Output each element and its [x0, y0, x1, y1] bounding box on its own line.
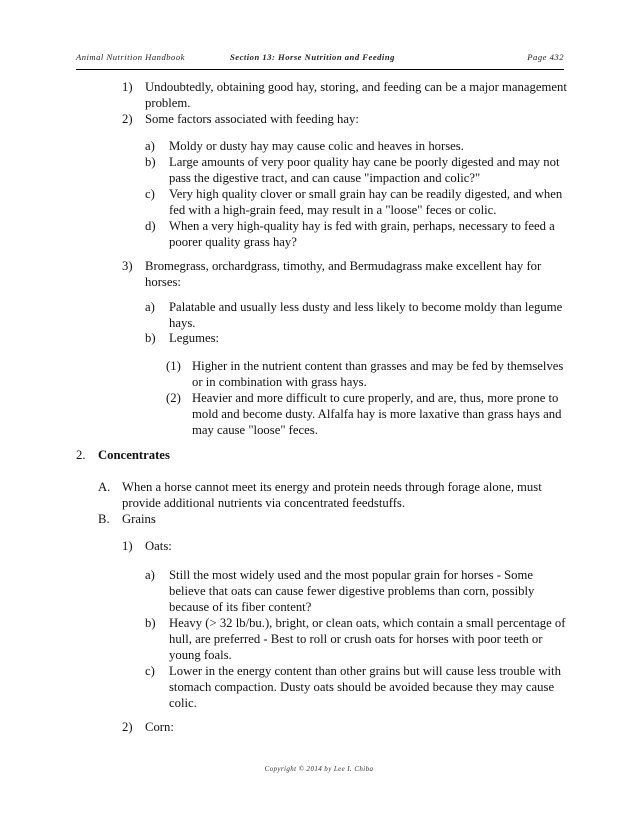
list-item: [145, 218, 555, 250]
list-item: [145, 663, 561, 711]
text-line: hull, are preferred - Best to roll or crush oats for horses with poor teeth or: [169, 632, 543, 646]
text-line: Undoubtedly, obtaining good hay, storing, and feeding can be a major management: [145, 80, 567, 94]
text-line: pass the digestive tract, and can cause "impaction and colic?": [169, 171, 481, 185]
list-item: [145, 299, 562, 331]
list-marker: B.: [98, 512, 110, 526]
text-line: Moldy or dusty hay may cause colic and heaves in horses.: [169, 139, 464, 153]
section-title: [76, 447, 170, 463]
text-line: When a horse cannot meet its energy and protein needs through forage alone, must: [122, 480, 542, 494]
list-item-text: [166, 358, 563, 390]
text-line: believe that oats can cause fewer digestive problems than corn, possibly: [169, 584, 535, 598]
section-number: 2.: [76, 448, 86, 462]
text-line: may cause "loose" feces.: [192, 423, 318, 437]
header-page-number: Page 432: [527, 52, 564, 62]
list-marker: a): [145, 300, 155, 314]
list-item-text: [145, 615, 565, 663]
list-item-text: [98, 479, 542, 511]
text-line: Heavy (> 32 lb/bu.), bright, or clean oats, which contain a small percentage of: [169, 616, 566, 630]
list-item-text: [145, 138, 464, 154]
list-item-text: [166, 390, 561, 438]
list-marker: b): [145, 616, 156, 630]
list-marker: A.: [98, 480, 111, 494]
list-item: [145, 330, 219, 346]
text-line: Grains: [122, 512, 156, 526]
list-marker: d): [145, 219, 156, 233]
list-marker: (2): [166, 391, 181, 405]
text-line: young foals.: [169, 648, 232, 662]
list-item: [145, 154, 560, 186]
list-item-text: [145, 218, 555, 250]
list-item: [122, 258, 541, 290]
list-marker: a): [145, 139, 155, 153]
list-item: [98, 479, 542, 511]
list-marker: b): [145, 331, 156, 345]
list-marker: 2): [122, 720, 133, 734]
text-line: Some factors associated with feeding hay:: [145, 112, 359, 126]
text-line: mold and become dusty. Alfalfa hay is more laxative than grass hays and: [192, 407, 562, 421]
text-line: Lower in the energy content than other grains but will cause less trouble with: [169, 664, 561, 678]
list-item-text: [122, 111, 359, 127]
list-marker: a): [145, 568, 155, 582]
text-line: Corn:: [145, 720, 174, 734]
list-marker: 1): [122, 539, 133, 553]
header-section-title: Section 13: Horse Nutrition and Feeding: [230, 52, 395, 62]
list-item-text: [145, 299, 562, 331]
text-line: Bromegrass, orchardgrass, timothy, and Bermudagrass make excellent hay for: [145, 259, 542, 273]
list-item: [145, 567, 534, 615]
list-item-text: [145, 663, 561, 711]
text-line: fed with a high-grain feed, may result in a "loose" feces or colic.: [169, 203, 497, 217]
text-line: Legumes:: [169, 331, 220, 345]
list-item: [145, 138, 464, 154]
text-line: problem.: [145, 96, 191, 110]
list-item: [166, 390, 561, 438]
list-marker: c): [145, 187, 155, 201]
section-heading: [76, 447, 170, 463]
text-line: colic.: [169, 696, 197, 710]
list-marker: (1): [166, 359, 181, 373]
text-line: Very high quality clover or small grain hay can be readily digested, and when: [169, 187, 563, 201]
text-line: Still the most widely used and the most popular grain for horses - Some: [169, 568, 534, 582]
text-line: Higher in the nutrient content than grasses and may be fed by themselves: [192, 359, 564, 373]
list-item-text: [145, 186, 562, 218]
list-item: [145, 186, 562, 218]
page-header: [76, 52, 564, 66]
text-line: provide additional nutrients via concentrated feedstuffs.: [122, 496, 406, 510]
list-item-text: [145, 567, 534, 615]
list-marker: b): [145, 155, 156, 169]
text-line: Concentrates: [98, 448, 170, 462]
list-marker: 2): [122, 112, 133, 126]
list-item: [122, 111, 359, 127]
text-line: Palatable and usually less dusty and less likely to become moldy than legume: [169, 300, 563, 314]
list-item: [122, 79, 567, 111]
list-item-text: [122, 79, 567, 111]
header-rule: [76, 69, 564, 70]
text-line: hays.: [169, 316, 196, 330]
list-item: [166, 358, 563, 390]
text-line: Heavier and more difficult to cure properly, and are, thus, more prone to: [192, 391, 559, 405]
text-line: horses:: [145, 275, 181, 289]
text-line: stomach compaction. Dusty oats should be avoided because they may cause: [169, 680, 555, 694]
list-item-text: [145, 330, 219, 346]
text-line: because of its fiber content?: [169, 600, 312, 614]
list-item: [98, 511, 156, 527]
list-item: [122, 538, 172, 554]
list-item-text: [122, 258, 541, 290]
header-book-title: Animal Nutrition Handbook: [76, 52, 185, 62]
text-line: When a very high-quality hay is fed with grain, perhaps, necessary to feed a: [169, 219, 555, 233]
list-marker: 1): [122, 80, 133, 94]
text-line: poorer quality grass hay?: [169, 235, 297, 249]
text-line: Oats:: [145, 539, 172, 553]
text-line: or in combination with grass hays.: [192, 375, 367, 389]
page-footer-copyright: Copyright © 2014 by Lee I. Chiba: [264, 765, 374, 773]
text-line: Large amounts of very poor quality hay cane be poorly digested and may not: [169, 155, 560, 169]
list-item: [145, 615, 565, 663]
list-item: [122, 719, 174, 735]
list-item-text: [145, 154, 560, 186]
list-marker: c): [145, 664, 155, 678]
list-marker: 3): [122, 259, 133, 273]
